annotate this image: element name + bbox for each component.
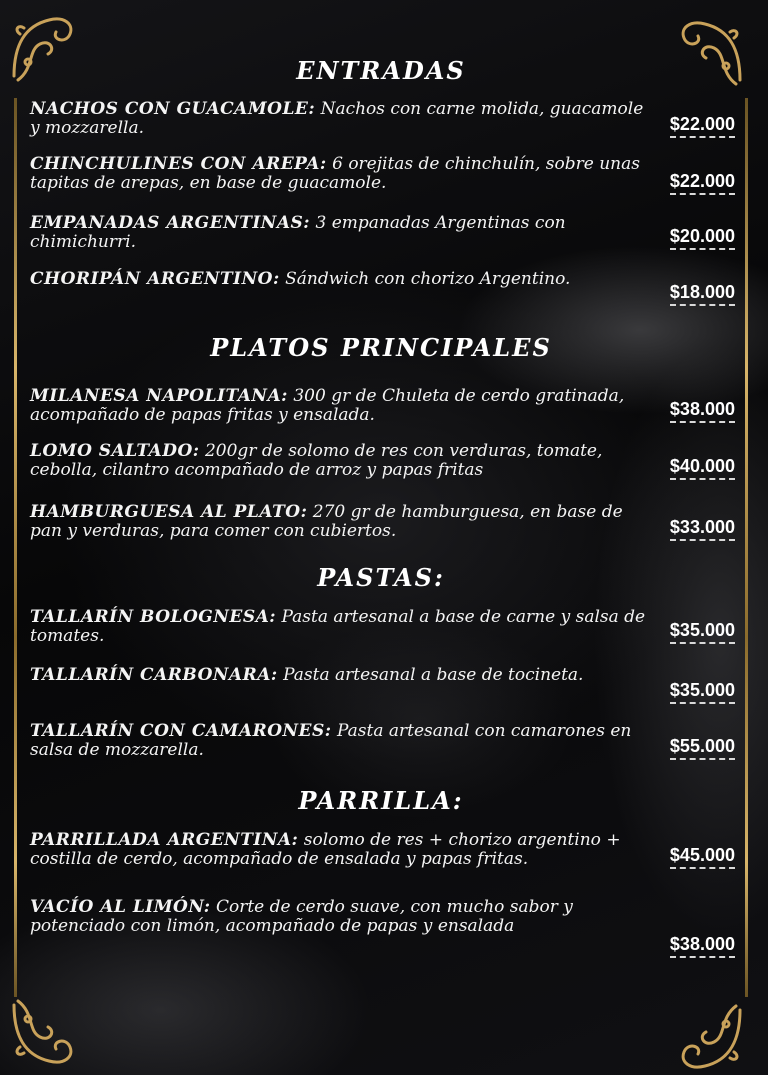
menu-item bbox=[30, 387, 735, 425]
menu-item bbox=[30, 214, 735, 252]
section-title-pastas: PASTAS: bbox=[317, 563, 445, 592]
item-name: CHORIPÁN ARGENTINO: bbox=[30, 269, 280, 289]
item-description: Sándwich con chorizo Argentino. bbox=[285, 269, 571, 289]
item-name: TALLARÍN CON CAMARONES: bbox=[30, 721, 332, 741]
item-description: Nachos con carne molida, guacamole y mozzarella. bbox=[30, 99, 644, 138]
item-name: HAMBURGUESA AL PLATO: bbox=[30, 502, 308, 522]
gold-frame-right bbox=[745, 98, 748, 997]
item-description: solomo de res + chorizo argentino + costilla de cerdo, acompañado de ensalada y papas fritas. bbox=[30, 830, 621, 869]
item-text bbox=[30, 503, 650, 541]
item-price: $22.000 bbox=[670, 114, 735, 138]
item-text bbox=[30, 214, 650, 252]
item-description: Pasta artesanal a base de tocineta. bbox=[283, 665, 584, 685]
menu-item bbox=[30, 608, 735, 646]
section-title-platos-principales: PLATOS PRINCIPALES bbox=[210, 333, 552, 362]
item-name: LOMO SALTADO: bbox=[30, 441, 200, 461]
menu-item bbox=[30, 503, 735, 541]
item-description: Pasta artesanal con camarones en salsa de mozzarella. bbox=[30, 721, 632, 760]
item-text bbox=[30, 270, 650, 289]
item-price: $40.000 bbox=[670, 456, 735, 480]
menu-item bbox=[30, 722, 735, 760]
item-text bbox=[30, 722, 650, 760]
section-title-entradas: ENTRADAS bbox=[296, 56, 466, 85]
corner-ornament-icon bbox=[4, 995, 84, 1075]
item-text bbox=[30, 608, 650, 646]
item-text bbox=[30, 898, 650, 936]
item-description: 200gr de solomo de res con verduras, tomate, cebolla, cilantro acompañado de arroz y papas fritas bbox=[30, 441, 603, 480]
item-name: NACHOS CON GUACAMOLE: bbox=[30, 99, 316, 119]
item-description: Corte de cerdo suave, con mucho sabor y potenciado con limón, acompañado de papas y ensalada bbox=[30, 897, 573, 936]
gold-frame-left bbox=[14, 98, 17, 997]
item-price: $38.000 bbox=[670, 934, 735, 958]
item-name: MILANESA NAPOLITANA: bbox=[30, 386, 288, 406]
menu-item bbox=[30, 897, 735, 954]
item-name: PARRILLADA ARGENTINA: bbox=[30, 830, 299, 850]
item-name: EMPANADAS ARGENTINAS: bbox=[30, 213, 311, 233]
item-price: $33.000 bbox=[670, 517, 735, 541]
item-name: TALLARÍN CARBONARA: bbox=[30, 665, 278, 685]
section-title-parrilla: PARRILLA: bbox=[298, 786, 464, 815]
item-description: 6 orejitas de chinchulín, sobre unas tapitas de arepas, en base de guacamole. bbox=[30, 154, 640, 193]
menu-item bbox=[30, 155, 735, 193]
item-name: VACÍO AL LIMÓN: bbox=[30, 897, 211, 917]
item-name: CHINCHULINES CON AREPA: bbox=[30, 154, 327, 174]
item-price: $35.000 bbox=[670, 680, 735, 704]
item-price: $55.000 bbox=[670, 736, 735, 760]
item-text bbox=[30, 666, 650, 685]
item-price: $20.000 bbox=[670, 226, 735, 250]
item-description: 300 gr de Chuleta de cerdo gratinada, acompañado de papas fritas y ensalada. bbox=[30, 386, 625, 425]
item-description: Pasta artesanal a base de carne y salsa de tomates. bbox=[30, 607, 646, 646]
item-text bbox=[30, 387, 650, 425]
item-text bbox=[30, 831, 650, 869]
item-price: $18.000 bbox=[670, 282, 735, 306]
item-price: $35.000 bbox=[670, 620, 735, 644]
menu-item bbox=[30, 100, 735, 138]
item-text bbox=[30, 155, 650, 193]
menu-item bbox=[30, 831, 735, 869]
item-description: 3 empanadas Argentinas con chimichurri. bbox=[30, 213, 566, 252]
corner-ornament-icon bbox=[670, 1000, 750, 1075]
item-price: $45.000 bbox=[670, 845, 735, 869]
item-text bbox=[30, 442, 650, 480]
menu-item bbox=[30, 442, 735, 480]
item-name: TALLARÍN BOLOGNESA: bbox=[30, 607, 277, 627]
item-description: 270 gr de hamburguesa, en base de pan y verduras, para comer con cubiertos. bbox=[30, 502, 623, 541]
item-text bbox=[30, 100, 650, 138]
menu-item bbox=[30, 665, 735, 700]
item-price: $38.000 bbox=[670, 399, 735, 423]
menu-item bbox=[30, 269, 735, 302]
item-price: $22.000 bbox=[670, 171, 735, 195]
